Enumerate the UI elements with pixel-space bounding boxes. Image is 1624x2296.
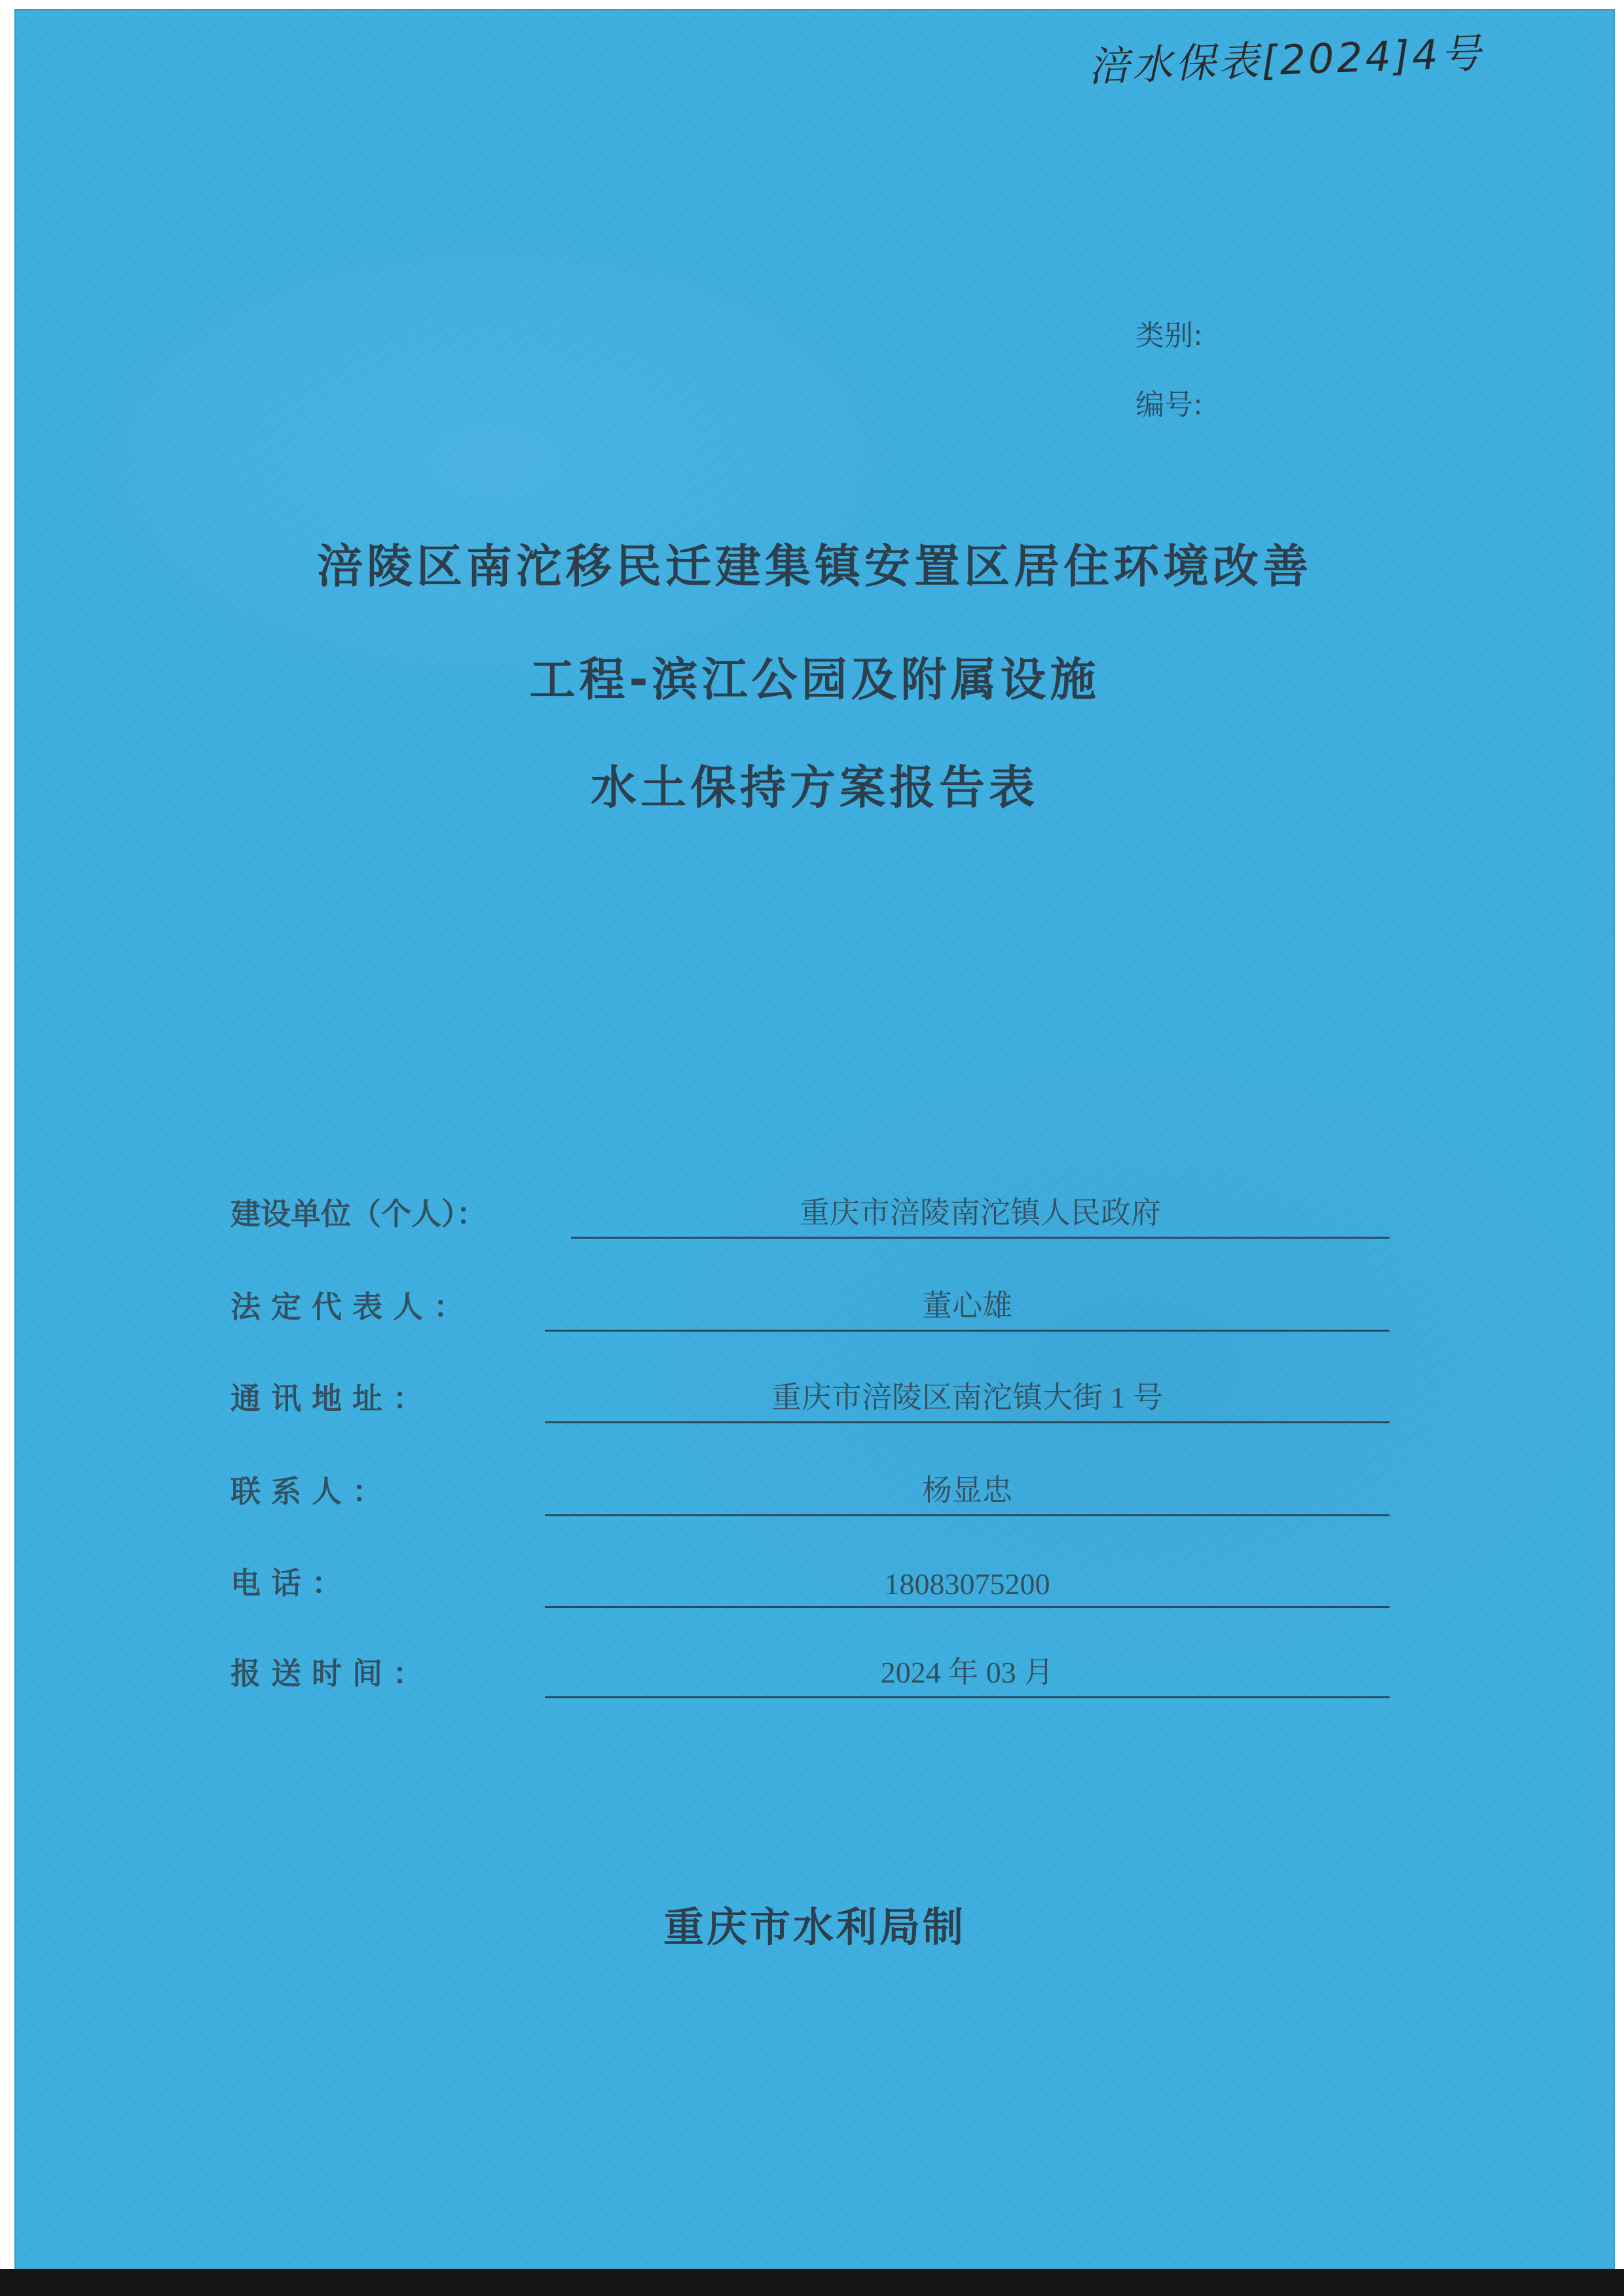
scan-edge <box>0 2269 1624 2296</box>
field-value: 杨显忠 <box>922 1474 1012 1507</box>
field-construction-unit <box>231 1186 1390 1239</box>
title-line-2: 工程-滨江公园及附属设施 <box>529 653 1100 706</box>
title-line-1: 涪陵区南沱移民迁建集镇安置区居住环境改善 <box>317 539 1312 593</box>
field-underline <box>545 1514 1390 1516</box>
field-value: 18083075200 <box>884 1567 1050 1601</box>
field-underline <box>545 1696 1390 1698</box>
field-phone <box>231 1556 1390 1608</box>
field-label: 报 送 时 间 ： <box>231 1656 424 1691</box>
field-label: 通 讯 地 址 ： <box>231 1381 424 1416</box>
field-underline <box>545 1421 1390 1423</box>
field-value: 重庆市涪陵区南沱镇大街 1 号 <box>771 1381 1163 1414</box>
handwritten-document-number: 涪水保表[2024]4号 <box>1088 29 1485 91</box>
field-value: 董心雄 <box>922 1289 1012 1322</box>
field-label: 联 系 人 ： <box>231 1474 383 1509</box>
category-label: 类别: <box>1135 319 1203 352</box>
field-address <box>231 1371 1390 1423</box>
field-submission-date <box>231 1646 1390 1698</box>
field-underline <box>545 1330 1390 1332</box>
field-contact-person <box>231 1464 1390 1516</box>
field-underline <box>571 1237 1390 1239</box>
number-label: 编号: <box>1135 388 1203 422</box>
field-label: 建设单位（个人）： <box>231 1196 487 1231</box>
field-value: 重庆市涪陵南沱镇人民政府 <box>800 1196 1161 1230</box>
title-line-3: 水土保持方案报告表 <box>591 761 1039 814</box>
field-underline <box>545 1606 1390 1608</box>
field-legal-representative <box>231 1279 1390 1332</box>
field-value: 2024 年 03 月 <box>880 1656 1054 1689</box>
field-label: 电 话 ： <box>231 1565 342 1601</box>
report-cover <box>14 9 1615 2269</box>
field-label: 法 定 代 表 人 ： <box>231 1289 464 1324</box>
publisher: 重庆市水利局制 <box>663 1903 966 1951</box>
